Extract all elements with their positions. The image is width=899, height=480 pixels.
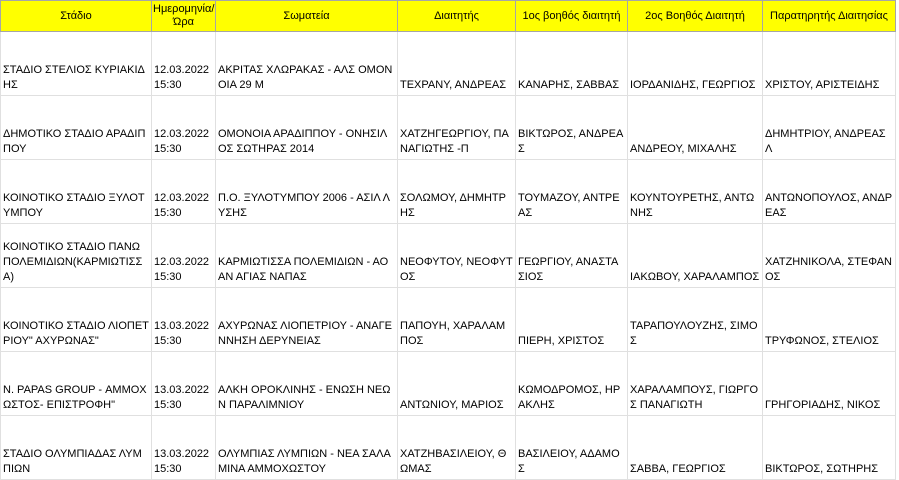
cell-stadium-text: N. PAPAS GROUP - ΑΜΜΟΧΩΣΤΟΣ- ΕΠΙΣΤΡΟΦΗ": [3, 384, 147, 411]
cell-datetime: [152, 224, 216, 288]
cell-observer-text: ΤΡΥΦΩΝΟΣ, ΣΤΕΛΙΟΣ: [765, 335, 879, 347]
header-datetime: Ημερομηνία/ Ώρα: [152, 1, 216, 32]
cell-stadium-text: ΣΤΑΔΙΟ ΟΛΥΜΠΙΑΔΑΣ ΛΥΜΠΙΩΝ: [3, 448, 142, 475]
cell-time: 15:30: [154, 271, 182, 283]
cell-observer: [763, 96, 896, 160]
cell-stadium-text: ΚΟΙΝΟΤΙΚΟ ΣΤΑΔΙΟ ΠΑΝΩ ΠΟΛΕΜΙΔΙΩΝ(ΚΑΡΜΙΩΤΙΣΣΑ): [3, 241, 143, 283]
cell-teams: [216, 352, 398, 416]
cell-referee-text: ΧΑΤΖΗΒΑΣΙΛΕΙΟΥ, ΘΩΜΑΣ: [400, 448, 507, 475]
cell-assistant1-text: ΒΙΚΤΩΡΟΣ, ΑΝΔΡΕΑΣ: [518, 128, 624, 155]
cell-assistant2-text: ΙΟΡΔΑΝΙΔΗΣ, ΓΕΩΡΓΙΟΣ: [630, 79, 756, 91]
cell-assistant1-text: ΚΑΝΑΡΗΣ, ΣΑΒΒΑΣ: [518, 79, 620, 91]
cell-stadium-text: ΣΤΑΔΙΟ ΣΤΕΛΙΟΣ ΚΥΡΙΑΚΙΔΗΣ: [3, 64, 145, 91]
cell-stadium-text: ΚΟΙΝΟΤΙΚΟ ΣΤΑΔΙΟ ΞΥΛΟΤΥΜΠΟΥ: [3, 192, 145, 219]
cell-observer: [763, 416, 896, 480]
cell-date: 12.03.2022: [154, 256, 210, 268]
header-assistant2: 2ος Βοηθός Διαιτητή: [628, 1, 763, 32]
cell-date: 13.03.2022: [154, 384, 210, 396]
cell-teams: [216, 224, 398, 288]
cell-stadium: [1, 288, 152, 352]
cell-teams: [216, 160, 398, 224]
cell-assistant2-text: ΧΑΡΑΛΑΜΠΟΥΣ, ΓΙΩΡΓΟΣ ΠΑΝΑΓΙΩΤΗ: [630, 384, 759, 411]
cell-assistant1: [516, 160, 628, 224]
cell-datetime: [152, 160, 216, 224]
cell-assistant2-text: ΑΝΔΡΕΟΥ, ΜΙΧΑΛΗΣ: [630, 143, 737, 155]
header-referee: Διαιτητής: [398, 1, 516, 32]
cell-assistant2: [628, 96, 763, 160]
cell-observer-text: ΧΡΙΣΤΟΥ, ΑΡΙΣΤΕΙΔΗΣ: [765, 79, 880, 91]
cell-observer: [763, 32, 896, 96]
table-row: [1, 352, 896, 416]
cell-teams-text: ΚΑΡΜΙΩΤΙΣΣΑ ΠΟΛΕΜΙΔΙΩΝ - ΑΟΑΝ ΑΓΙΑΣ ΝΑΠΑΣ: [218, 256, 389, 283]
cell-datetime: [152, 288, 216, 352]
cell-assistant2: [628, 224, 763, 288]
cell-observer-text: ΧΑΤΖΗΝΙΚΟΛΑ, ΣΤΕΦΑΝΟΣ: [765, 256, 892, 283]
table-row: [1, 160, 896, 224]
cell-referee: [398, 288, 516, 352]
cell-assistant1-text: ΒΑΣΙΛΕΙΟΥ, ΑΔΑΜΟΣ: [518, 448, 620, 475]
cell-time: 15:30: [154, 207, 182, 219]
cell-time: 15:30: [154, 463, 182, 475]
cell-assistant1: [516, 32, 628, 96]
cell-assistant2-text: ΤΑΡΑΠΟΥΛΟΥΖΗΣ, ΣΙΜΟΣ: [630, 320, 758, 347]
cell-assistant1: [516, 416, 628, 480]
cell-referee-text: ΧΑΤΖΗΓΕΩΡΓΙΟΥ, ΠΑΝΑΓΙΩΤΗΣ -Π: [400, 128, 509, 155]
header-observer: Παρατηρητής Διαιτησίας: [763, 1, 896, 32]
cell-teams: [216, 96, 398, 160]
cell-stadium: [1, 96, 152, 160]
cell-date: 12.03.2022: [154, 64, 210, 76]
cell-assistant1: [516, 288, 628, 352]
cell-referee: [398, 416, 516, 480]
cell-time: 15:30: [154, 79, 182, 91]
table-row: [1, 96, 896, 160]
cell-assistant1-text: ΤΟΥΜΑΖΟΥ, ΑΝΤΡΕΑΣ: [518, 192, 620, 219]
cell-assistant1: [516, 224, 628, 288]
cell-stadium: [1, 32, 152, 96]
cell-datetime: [152, 32, 216, 96]
cell-teams-text: ΑΛΚΗ ΟΡΟΚΛΙΝΗΣ - ΕΝΩΣΗ ΝΕΩΝ ΠΑΡΑΛΙΜΝΙΟΥ: [218, 384, 391, 411]
cell-observer: [763, 224, 896, 288]
cell-stadium: [1, 160, 152, 224]
cell-assistant1-text: ΠΙΕΡΗ, ΧΡΙΣΤΟΣ: [518, 335, 605, 347]
cell-assistant2: [628, 352, 763, 416]
cell-stadium-text: ΔΗΜΟΤΙΚΟ ΣΤΑΔΙΟ ΑΡΑΔΙΠΠΟΥ: [3, 128, 146, 155]
cell-assistant1: [516, 96, 628, 160]
table-row: [1, 416, 896, 480]
cell-assistant2: [628, 288, 763, 352]
cell-assistant2: [628, 32, 763, 96]
cell-assistant2-text: ΣΑΒΒΑ, ΓΕΩΡΓΙΟΣ: [630, 463, 726, 475]
cell-referee: [398, 224, 516, 288]
cell-assistant2-text: ΚΟΥΝΤΟΥΡΕΤΗΣ, ΑΝΤΩΝΗΣ: [630, 192, 755, 219]
cell-observer-text: ΓΡΗΓΟΡΙΑΔΗΣ, ΝΙΚΟΣ: [765, 399, 881, 411]
cell-observer: [763, 352, 896, 416]
cell-datetime: [152, 96, 216, 160]
cell-observer-text: ΔΗΜΗΤΡΙΟΥ, ΑΝΔΡΕΑΣ Λ: [765, 128, 886, 155]
cell-teams-text: ΟΛΥΜΠΙΑΣ ΛΥΜΠΙΩΝ - ΝΕΑ ΣΑΛΑΜΙΝΑ ΑΜΜΟΧΩΣΤΟΥ: [218, 448, 391, 475]
cell-referee-text: ΣΟΛΩΜΟΥ, ΔΗΜΗΤΡΗΣ: [400, 192, 506, 219]
cell-referee: [398, 32, 516, 96]
cell-teams: [216, 32, 398, 96]
header-row: [1, 1, 896, 32]
cell-teams-text: ΑΧΥΡΩΝΑΣ ΛΙΟΠΕΤΡΙΟΥ - ΑΝΑΓΕΝΝΗΣΗ ΔΕΡΥΝΕΙΑΣ: [218, 320, 392, 347]
cell-stadium: [1, 416, 152, 480]
cell-assistant2-text: ΙΑΚΩΒΟΥ, ΧΑΡΑΛΑΜΠΟΣ: [630, 271, 760, 283]
cell-teams-text: ΟΜΟΝΟΙΑ ΑΡΑΔΙΠΠΟΥ - ΟΝΗΣΙΛΟΣ ΣΩΤΗΡΑΣ 2014: [218, 128, 388, 155]
header-assistant1: 1ος βοηθός διαιτητή: [516, 1, 628, 32]
cell-teams-text: Π.Ο. ΞΥΛΟΤΥΜΠΟΥ 2006 - ΑΣΙΛ ΛΥΣΗΣ: [218, 192, 390, 219]
header-teams: Σωματεία: [216, 1, 398, 32]
cell-assistant2: [628, 160, 763, 224]
cell-observer: [763, 160, 896, 224]
cell-time: 15:30: [154, 399, 182, 411]
cell-teams: [216, 416, 398, 480]
cell-assistant1-text: ΓΕΩΡΓΙΟΥ, ΑΝΑΣΤΑΣΙΟΣ: [518, 256, 619, 283]
cell-referee-text: ΠΑΠΟΥΗ, ΧΑΡΑΛΑΜΠΟΣ: [400, 320, 506, 347]
cell-observer-text: ΒΙΚΤΩΡΟΣ, ΣΩΤΗΡΗΣ: [765, 463, 879, 475]
cell-date: 13.03.2022: [154, 448, 210, 460]
table-row: [1, 288, 896, 352]
cell-time: 15:30: [154, 335, 182, 347]
cell-observer: [763, 288, 896, 352]
cell-teams-text: ΑΚΡΙΤΑΣ ΧΛΩΡΑΚΑΣ - ΑΛΣ ΟΜΟΝΟΙΑ 29 Μ: [218, 64, 393, 91]
cell-assistant2: [628, 416, 763, 480]
table-body: [1, 32, 896, 480]
cell-datetime: [152, 416, 216, 480]
cell-date: 12.03.2022: [154, 192, 210, 204]
cell-stadium: [1, 224, 152, 288]
cell-time: 15:30: [154, 143, 182, 155]
cell-datetime: [152, 352, 216, 416]
cell-stadium: [1, 352, 152, 416]
cell-teams: [216, 288, 398, 352]
cell-date: 12.03.2022: [154, 128, 210, 140]
cell-referee-text: ΤΕΧΡΑΝΥ, ΑΝΔΡΕΑΣ: [400, 79, 507, 91]
cell-observer-text: ΑΝΤΩΝΟΠΟΥΛΟΣ, ΑΝΔΡΕΑΣ: [765, 192, 893, 219]
cell-referee: [398, 160, 516, 224]
table-row: [1, 32, 896, 96]
cell-assistant1-text: ΚΩΜΟΔΡΟΜΟΣ, ΗΡΑΚΛΗΣ: [518, 384, 621, 411]
cell-assistant1: [516, 352, 628, 416]
cell-date: 13.03.2022: [154, 320, 210, 332]
table-row: [1, 224, 896, 288]
cell-referee: [398, 96, 516, 160]
cell-referee: [398, 352, 516, 416]
cell-stadium-text: ΚΟΙΝΟΤΙΚΟ ΣΤΑΔΙΟ ΛΙΟΠΕΤΡΙΟΥ" ΑΧΥΡΩΝΑΣ": [3, 320, 149, 347]
cell-referee-text: ΑΝΤΩΝΙΟΥ, ΜΑΡΙΟΣ: [400, 399, 504, 411]
header-stadium: Στάδιο: [1, 1, 152, 32]
cell-referee-text: ΝΕΟΦΥΤΟΥ, ΝΕΟΦΥΤΟΣ: [400, 256, 513, 283]
